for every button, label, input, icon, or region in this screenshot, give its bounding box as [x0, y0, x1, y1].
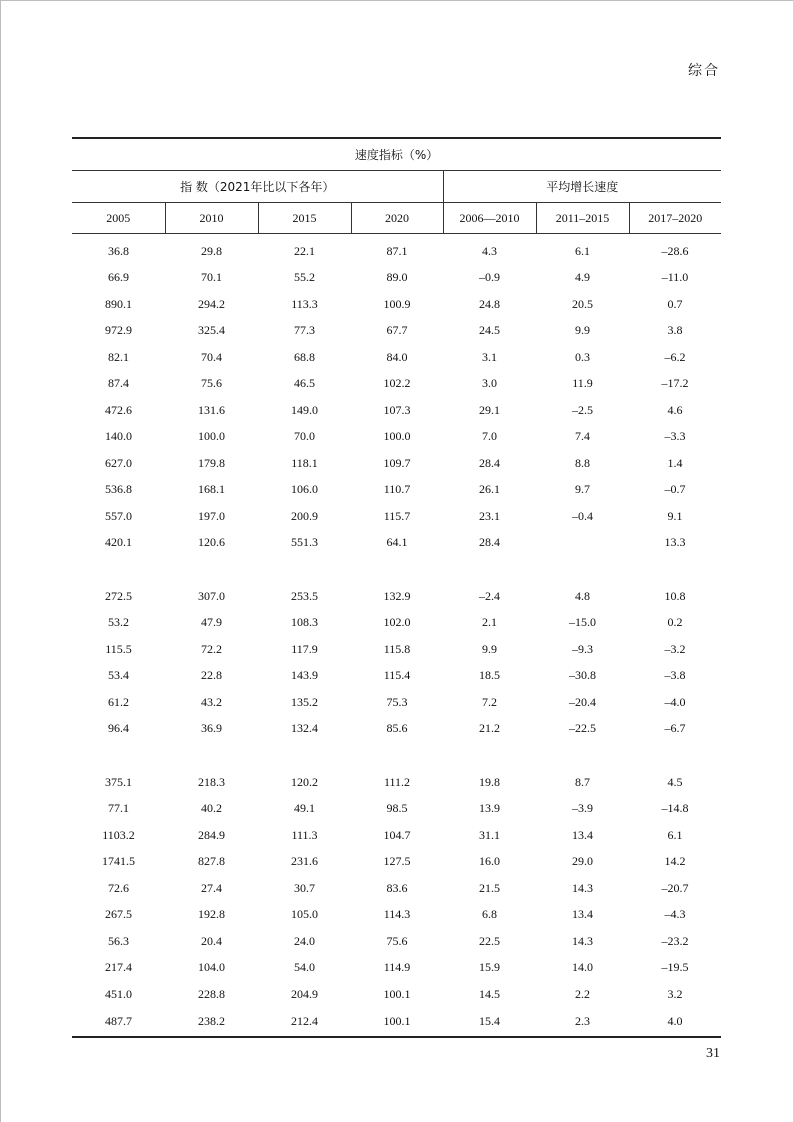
table-cell: 420.1	[105, 535, 132, 550]
table-cell: 14.3	[572, 880, 593, 895]
table-cell: –28.6	[661, 243, 689, 258]
table-cell: 28.4	[479, 535, 500, 550]
table-cell: 115.5	[105, 641, 132, 656]
table-cell: 84.0	[386, 349, 408, 364]
table-cell: 8.7	[575, 774, 590, 789]
table-cell: 115.8	[383, 641, 411, 656]
table-cell: 100.0	[383, 429, 411, 444]
table-row	[72, 1008, 721, 1037]
table-cell: 113.3	[291, 296, 318, 311]
table-cell: 200.9	[291, 508, 318, 523]
table-cell: 13.9	[479, 801, 500, 816]
table-cell: 61.2	[108, 694, 129, 709]
table-cell: –23.2	[661, 933, 689, 948]
table-cell: –3.2	[664, 641, 686, 656]
table-cell: 104.7	[383, 827, 411, 842]
table-cell: 132.9	[383, 588, 411, 603]
table-cell: 972.9	[105, 323, 132, 338]
table-cell: 168.1	[198, 482, 225, 497]
table-cell: 149.0	[291, 402, 318, 417]
table-row	[72, 503, 721, 530]
table-row	[72, 689, 721, 716]
table-cell: –4.3	[664, 907, 686, 922]
table-cell: 36.9	[201, 721, 222, 736]
table-cell: 212.4	[258, 1008, 351, 1037]
table-row	[72, 822, 721, 849]
table-cell: 22.8	[201, 668, 222, 683]
column-header: 2006—2010	[443, 203, 536, 234]
table-cell: 4.9	[575, 270, 590, 285]
table-cell: 217.4	[105, 960, 132, 975]
table-cell: 26.1	[479, 482, 500, 497]
table-row	[72, 902, 721, 929]
column-header: 2011–2015	[536, 203, 629, 234]
table-cell: –14.8	[661, 801, 689, 816]
table-cell: 29.8	[201, 243, 222, 258]
table-cell: 14.2	[664, 854, 686, 869]
table-cell: 1.4	[667, 455, 683, 470]
table-row	[72, 265, 721, 292]
growth-group-header: 平均增长速度	[443, 171, 721, 203]
table-row	[72, 530, 721, 557]
table-cell: –0.4	[572, 508, 593, 523]
table-cell: 11.9	[572, 376, 593, 391]
table-cell: 2.1	[482, 615, 497, 630]
table-cell: 75.3	[386, 694, 408, 709]
table-cell: –2.4	[479, 588, 500, 603]
table-cell: 2.2	[575, 986, 590, 1001]
table-cell: 82.1	[108, 349, 129, 364]
table-row	[72, 424, 721, 451]
group-spacer-row	[72, 742, 721, 769]
table-cell: 102.0	[383, 615, 411, 630]
table-cell: 218.3	[198, 774, 225, 789]
table-cell: 7.0	[482, 429, 497, 444]
table-cell: 132.4	[291, 721, 318, 736]
spacer-cell	[72, 556, 721, 583]
table-cell: 54.0	[294, 960, 315, 975]
table-cell: 100.1	[383, 986, 411, 1001]
spacer-cell	[72, 742, 721, 769]
table-cell: 24.8	[479, 296, 500, 311]
table-cell: 118.1	[291, 455, 318, 470]
table-cell: –4.0	[664, 694, 686, 709]
table-cell: 204.9	[291, 986, 318, 1001]
table-row	[72, 796, 721, 823]
table-cell: 9.9	[575, 323, 590, 338]
table-cell: 15.4	[443, 1008, 536, 1037]
index-group-header: 指 数（2021年比以下各年）	[72, 171, 443, 203]
table-row	[72, 344, 721, 371]
table-cell: 451.0	[105, 986, 132, 1001]
table-cell: 21.2	[479, 721, 500, 736]
table-row	[72, 477, 721, 504]
table-cell: 14.3	[572, 933, 593, 948]
table-cell: 6.1	[667, 827, 683, 842]
table-cell: 890.1	[105, 296, 132, 311]
table-cell: 77.3	[294, 323, 315, 338]
table-cell: 3.8	[667, 323, 683, 338]
table-cell: 29.1	[479, 402, 500, 417]
table-cell: 7.4	[575, 429, 590, 444]
table-cell: 375.1	[105, 774, 132, 789]
table-cell: 9.7	[575, 482, 590, 497]
table-cell: 16.0	[479, 854, 500, 869]
table-cell: 28.4	[479, 455, 500, 470]
table-cell: 106.0	[291, 482, 318, 497]
table-cell: 29.0	[572, 854, 593, 869]
table-cell: 127.5	[383, 854, 411, 869]
table-cell: –3.8	[664, 668, 686, 683]
column-header-row	[72, 203, 721, 234]
table-cell: 114.9	[383, 960, 411, 975]
table-cell: 77.1	[108, 801, 129, 816]
table-cell: 131.6	[198, 402, 225, 417]
table-cell: 30.7	[294, 880, 315, 895]
table-cell: 551.3	[291, 535, 318, 550]
table-cell: 67.7	[386, 323, 408, 338]
table-cell: 253.5	[291, 588, 318, 603]
table-cell: 108.3	[291, 615, 318, 630]
table-row	[72, 636, 721, 663]
table-cell: 100.0	[198, 429, 225, 444]
table-cell: 21.5	[479, 880, 500, 895]
table-cell: 43.2	[201, 694, 222, 709]
table-cell: 0.3	[575, 349, 590, 364]
table-cell: 111.3	[291, 827, 318, 842]
table-cell: 53.2	[108, 615, 129, 630]
table-row	[72, 769, 721, 796]
table-cell: 7.2	[482, 694, 497, 709]
table-cell: 120.6	[198, 535, 225, 550]
table-row	[72, 318, 721, 345]
table-cell: 6.8	[482, 907, 497, 922]
table-cell: 47.9	[201, 615, 222, 630]
table-cell: 100.1	[351, 1008, 443, 1037]
table-cell: 2.3	[536, 1008, 629, 1037]
table-cell: 0.2	[667, 615, 683, 630]
table-body	[72, 234, 721, 1037]
table-row	[72, 371, 721, 398]
table-cell: 1741.5	[102, 854, 135, 869]
table-cell: 14.0	[572, 960, 593, 975]
table-cell: 557.0	[105, 508, 132, 523]
table-cell: 85.6	[386, 721, 408, 736]
table-cell: 325.4	[198, 323, 225, 338]
table-cell: 19.8	[479, 774, 500, 789]
table-cell: 487.7	[72, 1008, 165, 1037]
table-cell: 46.5	[294, 376, 315, 391]
table-cell: 536.8	[105, 482, 132, 497]
table-cell: 20.4	[201, 933, 222, 948]
table-row	[72, 663, 721, 690]
table-row	[72, 716, 721, 743]
table-cell: 179.8	[198, 455, 225, 470]
table-row	[72, 928, 721, 955]
table-cell: 4.3	[482, 243, 497, 258]
table-cell: 56.3	[108, 933, 129, 948]
table-cell: 197.0	[198, 508, 225, 523]
table-title: 速度指标（%）	[72, 138, 721, 171]
table-cell: 4.8	[575, 588, 590, 603]
table-row	[72, 875, 721, 902]
table-cell	[536, 530, 629, 557]
table-cell: –0.7	[664, 482, 686, 497]
table-cell: –6.7	[664, 721, 686, 736]
table-cell: 140.0	[105, 429, 132, 444]
table-cell: 3.0	[482, 376, 497, 391]
table-cell: 135.2	[291, 694, 318, 709]
table-cell: –20.4	[569, 694, 596, 709]
table-cell: 9.1	[667, 508, 683, 523]
table-row	[72, 610, 721, 637]
table-cell: 75.6	[386, 933, 408, 948]
table-cell: 72.2	[201, 641, 222, 656]
table-cell: –3.3	[664, 429, 686, 444]
table-cell: 117.9	[291, 641, 318, 656]
table-cell: 472.6	[105, 402, 132, 417]
table-cell: 23.1	[479, 508, 500, 523]
table-cell: 143.9	[291, 668, 318, 683]
table-cell: 294.2	[198, 296, 225, 311]
table-cell: 13.3	[664, 535, 686, 550]
table-cell: –0.9	[479, 270, 500, 285]
table-cell: 98.5	[386, 801, 408, 816]
table-cell: 115.4	[383, 668, 411, 683]
column-header: 2017–2020	[629, 203, 721, 234]
table-cell: 70.1	[201, 270, 222, 285]
table-cell: 231.6	[291, 854, 318, 869]
table-cell: 10.8	[664, 588, 686, 603]
column-header: 2005	[72, 203, 165, 234]
table-cell: 104.0	[198, 960, 225, 975]
table-cell: 89.0	[386, 270, 408, 285]
column-header: 2010	[165, 203, 258, 234]
table-cell: –19.5	[661, 960, 689, 975]
table-cell: 22.5	[479, 933, 500, 948]
table-cell: –30.8	[569, 668, 596, 683]
table-cell: 4.5	[667, 774, 683, 789]
table-cell: –22.5	[569, 721, 596, 736]
table-cell: 87.1	[386, 243, 408, 258]
table-cell: 100.9	[383, 296, 411, 311]
page-border-left	[0, 0, 1, 1122]
table-row	[72, 955, 721, 982]
table-cell: 24.5	[479, 323, 500, 338]
table-cell: 49.1	[294, 801, 315, 816]
table-cell: 13.4	[572, 907, 593, 922]
table-cell: 102.2	[383, 376, 411, 391]
table-cell: 40.2	[201, 801, 222, 816]
table-row	[72, 981, 721, 1008]
table-cell: 72.6	[108, 880, 129, 895]
table-cell: 105.0	[291, 907, 318, 922]
table-cell: 0.7	[667, 296, 683, 311]
table-cell: 9.9	[482, 641, 497, 656]
table-cell: 53.4	[108, 668, 129, 683]
table-cell: 284.9	[198, 827, 225, 842]
table-cell: –2.5	[572, 402, 593, 417]
table-cell: 55.2	[294, 270, 315, 285]
table-cell: 15.9	[479, 960, 500, 975]
table-cell: –17.2	[661, 376, 689, 391]
table-cell: 20.5	[572, 296, 593, 311]
table-cell: 109.7	[383, 455, 411, 470]
table-cell: –15.0	[569, 615, 596, 630]
table-cell: 114.3	[383, 907, 411, 922]
table-cell: 4.6	[667, 402, 683, 417]
table-cell: 3.2	[667, 986, 683, 1001]
table-cell: –20.7	[661, 880, 689, 895]
table-cell: 272.5	[105, 588, 132, 603]
table-cell: 111.2	[383, 774, 411, 789]
table-cell: 64.1	[386, 535, 408, 550]
table-cell: 3.1	[482, 349, 497, 364]
table-cell: 307.0	[198, 588, 225, 603]
table-cell: 31.1	[479, 827, 500, 842]
table-row	[72, 849, 721, 876]
section-label: 综合	[688, 63, 720, 79]
table-cell: 18.5	[479, 668, 500, 683]
table-cell: 115.7	[383, 508, 411, 523]
table-cell: 238.2	[165, 1008, 258, 1037]
table-cell: 4.0	[629, 1008, 721, 1037]
table-cell: 1103.2	[102, 827, 135, 842]
table-cell: 228.8	[198, 986, 225, 1001]
table-row	[72, 450, 721, 477]
table-cell: 110.7	[383, 482, 411, 497]
table-cell: 120.2	[291, 774, 318, 789]
table-cell: 24.0	[294, 933, 315, 948]
table-cell: 827.8	[198, 854, 225, 869]
table-cell: 87.4	[108, 376, 129, 391]
table-cell: –11.0	[661, 270, 689, 285]
table-cell: 70.0	[294, 429, 315, 444]
page-number: 31	[706, 1046, 720, 1061]
column-header: 2020	[351, 203, 443, 234]
table-cell: 14.5	[479, 986, 500, 1001]
page-border-top	[0, 0, 793, 1]
table-cell: –3.9	[572, 801, 593, 816]
table-cell: 627.0	[105, 455, 132, 470]
table-cell: 83.6	[386, 880, 408, 895]
table-cell: 107.3	[383, 402, 411, 417]
table-cell: 267.5	[105, 907, 132, 922]
table-cell: 8.8	[575, 455, 590, 470]
table-cell: 96.4	[108, 721, 129, 736]
table-cell: –9.3	[572, 641, 593, 656]
table-cell: 66.9	[108, 270, 129, 285]
group-spacer-row	[72, 556, 721, 583]
table-cell: –6.2	[664, 349, 686, 364]
table-cell: 36.8	[108, 243, 129, 258]
table-cell: 22.1	[294, 243, 315, 258]
table-cell: 27.4	[201, 880, 222, 895]
table-cell: 70.4	[201, 349, 222, 364]
table-row	[72, 291, 721, 318]
table-cell: 192.8	[198, 907, 225, 922]
table-row	[72, 397, 721, 424]
column-header: 2015	[258, 203, 351, 234]
table-row	[72, 583, 721, 610]
table-cell: 13.4	[572, 827, 593, 842]
table-cell: 6.1	[575, 243, 590, 258]
table-cell: 75.6	[201, 376, 222, 391]
table-cell: 68.8	[294, 349, 315, 364]
table-row	[72, 234, 721, 265]
speed-indicator-table	[72, 137, 721, 1038]
